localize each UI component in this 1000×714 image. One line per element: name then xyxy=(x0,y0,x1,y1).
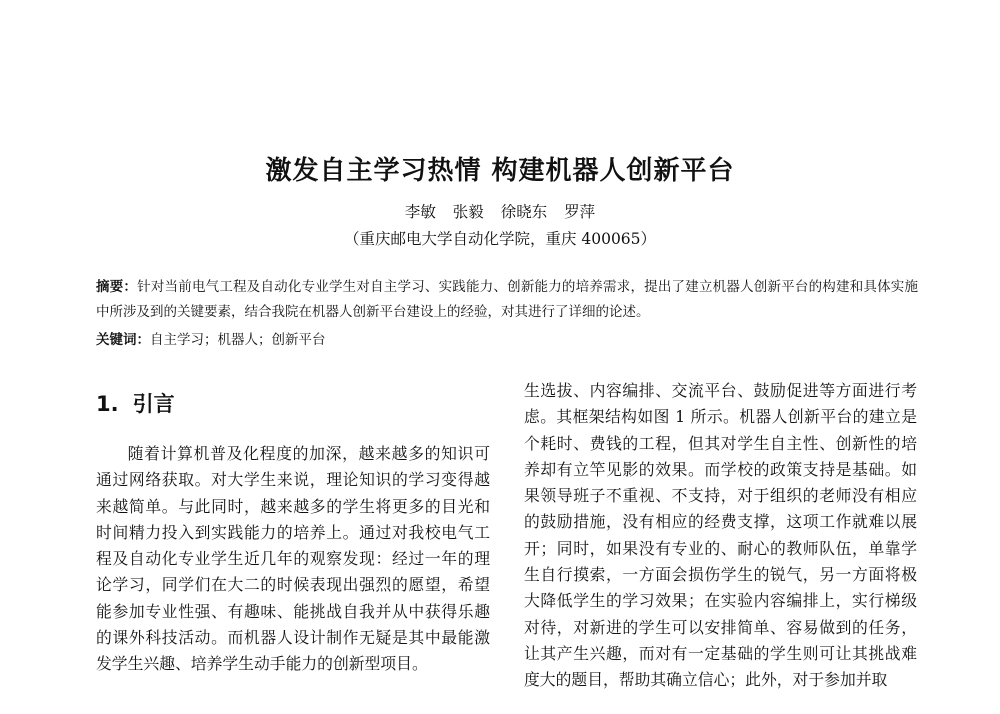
section-title: 引言 xyxy=(132,392,175,416)
affiliation: （重庆邮电大学自动化学院，重庆 400065） xyxy=(343,230,657,248)
section-number: 1. xyxy=(96,392,119,416)
body-paragraph: 生选拔、内容编排、交流平台、鼓励促进等方面进行考虑。其框架结构如图 1 所示。机器人创新平台的建立是个耗时、费钱的工程，但其对学生自主性、创新性的培养却有立竿见影的效果。而学校的政策支持是基础。如果领导班子不重视、不支持，对于组织的老师没有相应的鼓励措施，没有相应的经费支撑，这项工作就难以展开；同时，如果没有专业的、耐心的教师队伍，单靠学生自行摸索，一方面会损伤学生的锐气，另一方面将极大降低学生的学习效果；在实验内容编排上，实行梯级对待，对新进的学生可以安排简单、容易做到的任务，让其产生兴趣，而对有一定基础的学生则可让其挑战难度大的题目，帮助其确立信心；此外，对于参加并取 xyxy=(524,381,917,690)
keywords-text: 自主学习；机器人；创新平台 xyxy=(150,332,326,348)
section-heading xyxy=(96,388,175,418)
keywords xyxy=(96,330,918,350)
right-column xyxy=(524,378,917,694)
paper-title: 激发自主学习热情 构建机器人创新平台 xyxy=(265,156,735,186)
abstract-label: 摘要： xyxy=(96,279,138,295)
abstract-text: 针对当前电气工程及自动化专业学生对自主学习、实践能力、创新能力的培养需求，提出了建立机器人创新平台的构建和具体实施中所涉及到的关键要素，结合我院在机器人创新平台建设上的经验，对其进行了详细的论述。 xyxy=(96,279,919,320)
body-paragraph: 随着计算机普及化程度的加深，越来越多的知识可通过网络获取。对大学生来说，理论知识的学习变得越来越简单。与此同时，越来越多的学生将更多的目光和时间精力投入到实践能力的培养上。通过对我校电气工程及自动化专业学生近几年的观察发现：经过一年的理论学习，同学们在大二的时候表现出强烈的愿望，希望能参加专业性强、有趣味、能挑战自我并从中获得乐趣的课外科技活动。而机器人设计制作无疑是其中最能激发学生兴趣、培养学生动手能力的创新型项目。 xyxy=(96,444,490,674)
keywords-label: 关键词： xyxy=(96,332,150,348)
left-column xyxy=(96,441,490,678)
author-list: 李敏 张毅 徐晓东 罗萍 xyxy=(404,203,596,221)
abstract xyxy=(96,275,918,325)
